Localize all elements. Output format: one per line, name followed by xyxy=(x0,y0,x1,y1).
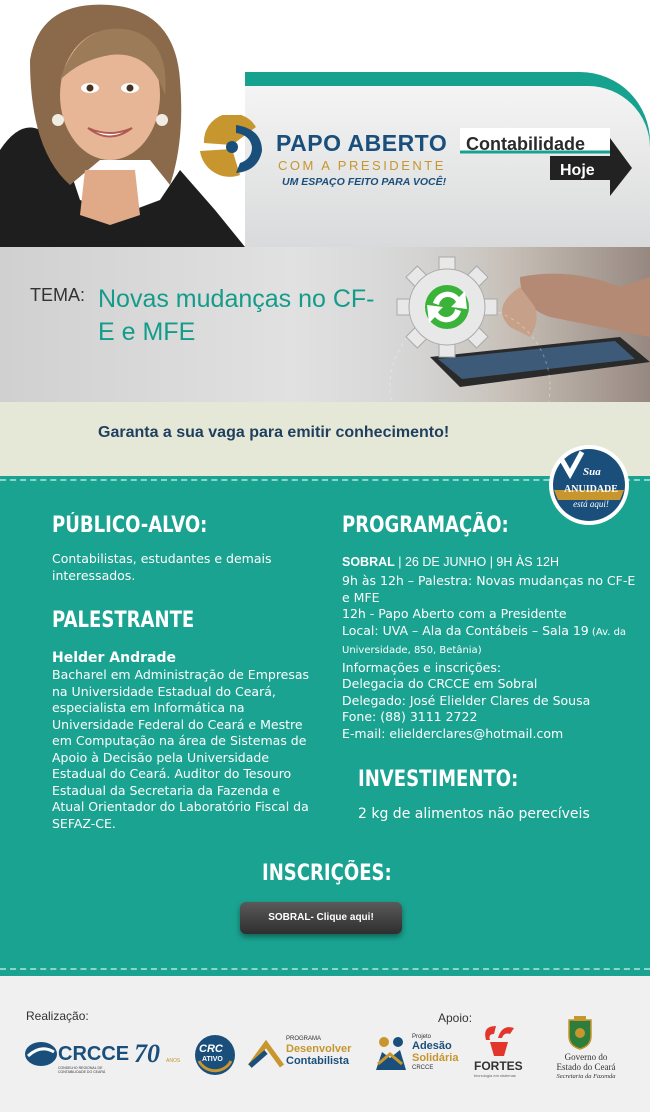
investimento-text: 2 kg de alimentos não perecíveis xyxy=(358,806,590,822)
crcce-logo-sub: CONSELHO REGIONAL DE CONTABILIDADE DO CEARÁ xyxy=(58,1066,106,1074)
apoio-label: Apoio: xyxy=(438,1011,473,1025)
programacao-when: | 26 DE JUNHO | 9H ÀS 12H xyxy=(394,555,559,569)
programacao-line: Fone: (88) 3111 2722 xyxy=(342,709,478,724)
programacao-city: SOBRAL xyxy=(342,555,395,569)
update-gear-icon xyxy=(390,255,505,360)
programacao-date xyxy=(342,554,632,571)
cta-text: Garanta a sua vaga para emitir conhecimento! xyxy=(98,424,450,441)
seventy-years-sub: ANOS xyxy=(166,1058,181,1064)
divider-bottom xyxy=(0,968,650,970)
governo-label: Governo do xyxy=(564,1052,608,1062)
investimento-heading: INVESTIMENTO: xyxy=(358,767,519,792)
seal-sua: Sua xyxy=(583,466,601,478)
adesao-label: Adesão xyxy=(412,1040,452,1052)
realizacao-label: Realização: xyxy=(26,1009,89,1023)
programa-label: PROGRAMA xyxy=(286,1036,322,1042)
crcce-logo-icon xyxy=(24,1040,58,1068)
programacao-line: Local: UVA – Ala da Contábeis – Sala 19 (Av. da Universidade, 850, Betânia) xyxy=(342,622,627,656)
badge-hoje: Hoje xyxy=(560,162,595,179)
tema-label: TEMA: xyxy=(30,285,86,305)
publico-alvo-text: Contabilistas, estudantes e demais interessados. xyxy=(52,551,272,583)
inscricoes-heading: INSCRIÇÕES: xyxy=(262,861,392,886)
projeto-label: Projeto xyxy=(412,1034,432,1040)
ceara-coat-of-arms-icon xyxy=(567,1016,593,1050)
fortes-sub: tecnologia em sistemas xyxy=(474,1073,516,1078)
contabilista-label: Contabilista xyxy=(286,1055,349,1067)
seal-anuidade: ANUIDADE xyxy=(564,484,618,495)
estado-label: Estado do Ceará xyxy=(556,1062,616,1072)
adesao-solidaria-logo-icon xyxy=(372,1034,410,1072)
seal-esta-aqui: está aqui! xyxy=(573,499,609,509)
desenvolver-logo-icon xyxy=(248,1038,284,1068)
programacao-heading: PROGRAMAÇÃO: xyxy=(342,513,509,538)
crc-ativo-crc: CRC xyxy=(199,1043,223,1055)
programacao-line: Delegado: José Elielder Clares de Sousa xyxy=(342,692,591,708)
fortes-label: FORTES xyxy=(474,1059,523,1073)
palestrante-bio: Bacharel em Administração de Empresas na Universidade Estadual do Ceará, especialista em Informática na Universidade Federal do Ceará e Mestre em Computação na área de Sistemas de Apoio à Decisão pela Universidade Estadual do Ceará. Auditor do Tesouro Estadual da Secretaria da Fazenda e Atual Orientador do Laboratório Fiscal da SEFAZ-CE. xyxy=(52,667,310,831)
sobral-register-button[interactable]: SOBRAL- Clique aqui! xyxy=(240,902,402,934)
programacao-line: 9h às 12h – Palestra: Novas mudanças no CF-E e MFE xyxy=(342,573,636,605)
badge-contabilidade: Contabilidade xyxy=(466,134,586,154)
seventy-years-logo: 70 xyxy=(134,1039,160,1068)
palestrante-name: Helder Andrade xyxy=(52,650,176,666)
fortes-logo-icon xyxy=(480,1022,518,1058)
papo-aberto-title: PAPO ABERTO xyxy=(276,130,448,156)
crcce-logo-text: CRCCE xyxy=(58,1043,130,1065)
crc-ativo-ativo: ATIVO xyxy=(202,1056,223,1063)
papo-aberto-tagline: UM ESPAÇO FEITO PARA VOCÊ! xyxy=(282,176,447,188)
publico-alvo-heading: PÚBLICO-ALVO: xyxy=(52,513,208,538)
solidaria-label: Solidária xyxy=(412,1052,459,1064)
crc-ativo-logo-icon xyxy=(193,1033,237,1077)
programacao-line: Informações e inscrições: xyxy=(342,659,502,675)
desenvolver-label: Desenvolver xyxy=(286,1043,352,1055)
papo-aberto-subtitle: COM A PRESIDENTE xyxy=(278,158,446,173)
programacao-details xyxy=(342,573,637,742)
tema-title: Novas mudanças no CF-E e MFE xyxy=(98,285,375,346)
papo-aberto-logo-icon xyxy=(196,115,268,177)
palestrante-heading: PALESTRANTE xyxy=(52,608,195,633)
secretaria-label: Secretaria da Fazenda xyxy=(556,1073,616,1080)
adesao-crcce-label: CRCCE xyxy=(412,1065,434,1071)
programacao-line: Delegacia do CRCCE em Sobral xyxy=(342,676,538,691)
programacao-email: E-mail: elielderclares@hotmail.com xyxy=(342,725,564,741)
programacao-line: 12h - Papo Aberto com a Presidente xyxy=(342,606,567,621)
